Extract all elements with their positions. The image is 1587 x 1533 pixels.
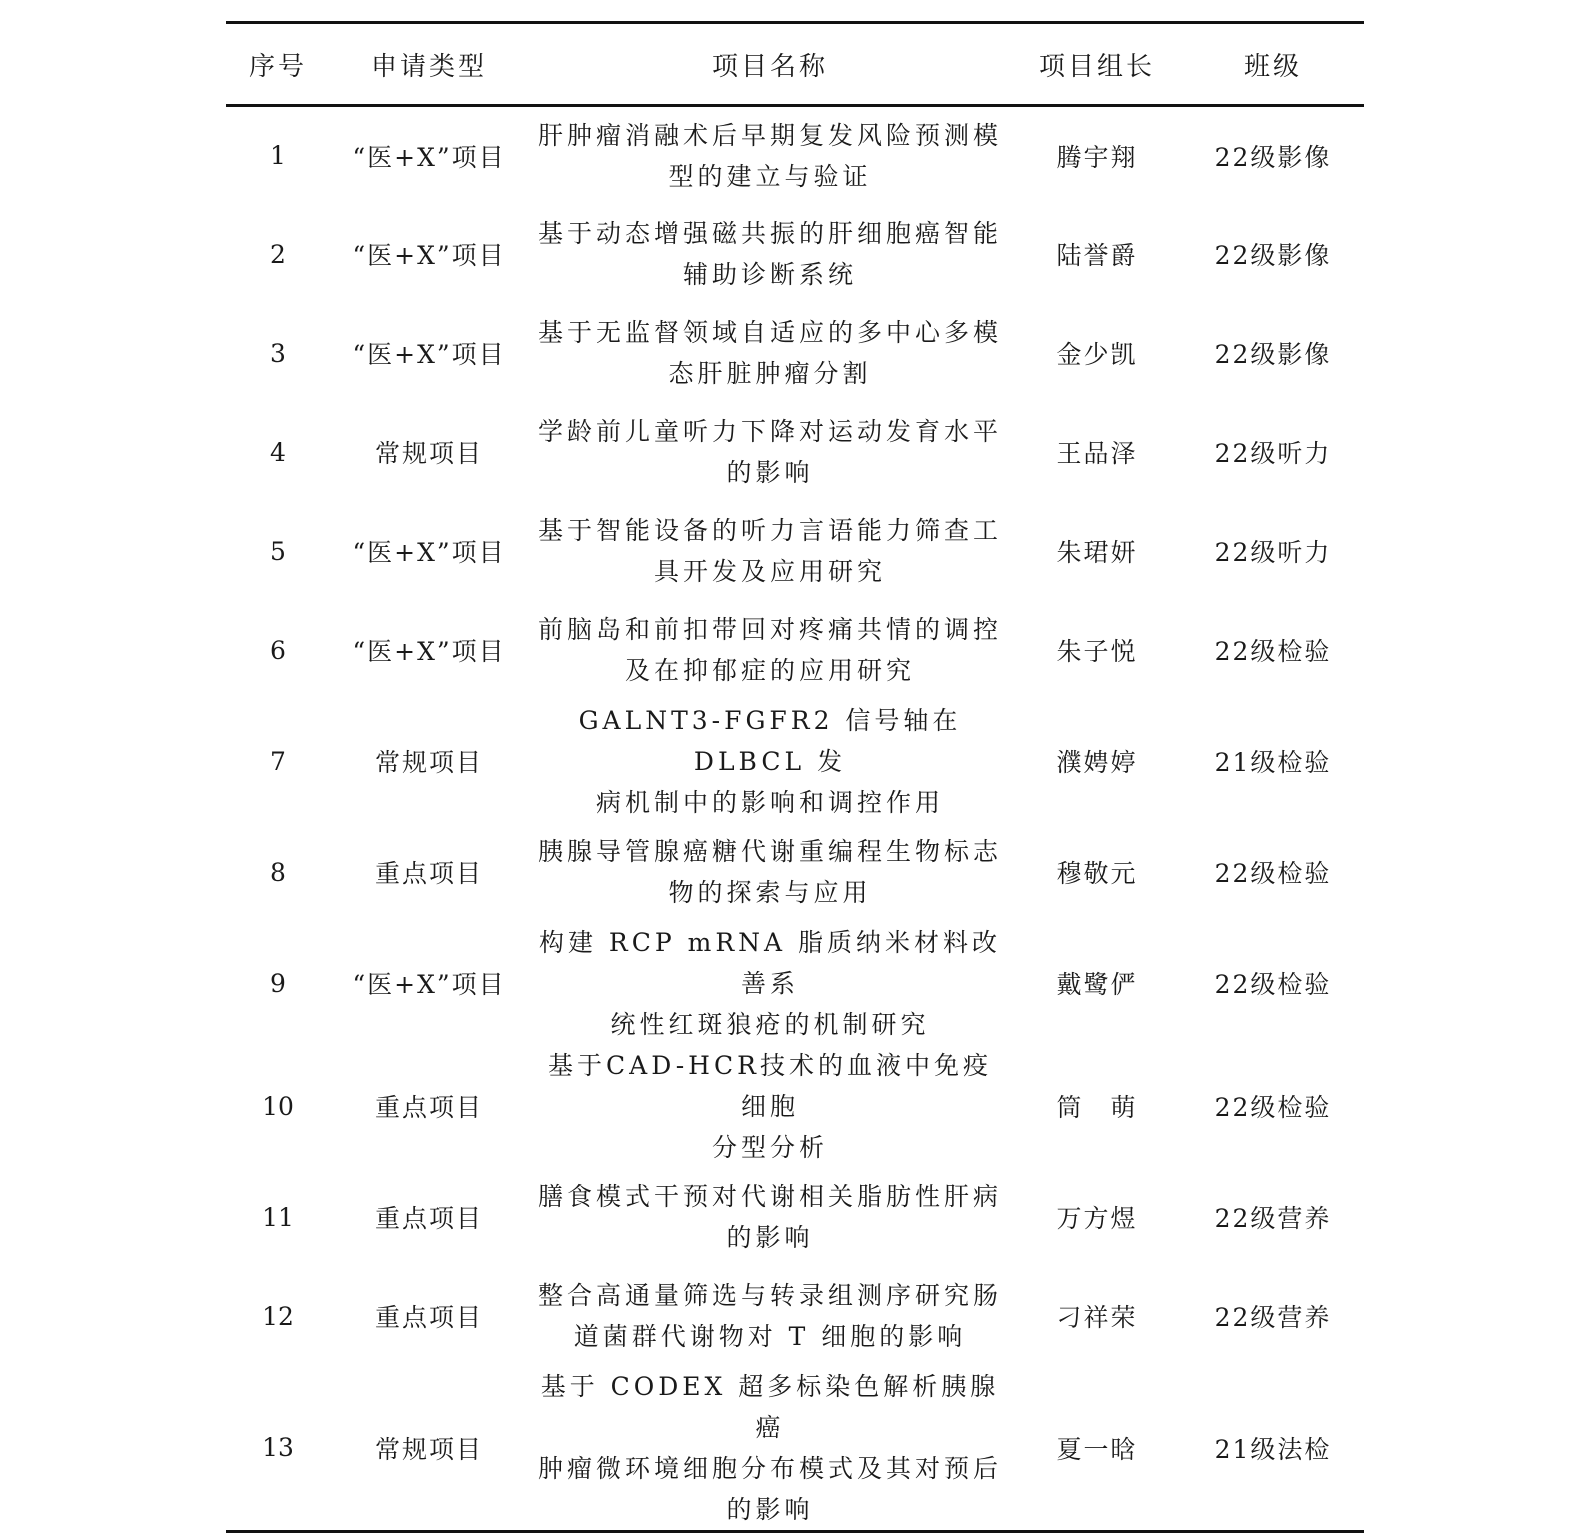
cell-class: 21级检验 [1214,748,1332,777]
project-table-container [226,21,1364,1533]
cell-class: 21级法检 [1214,1434,1332,1464]
cell-name [528,1366,1012,1532]
cell-no: 1 [270,141,286,171]
table-row [226,304,1364,403]
cell-name [528,205,1012,304]
cell-name-line: 整合高通量筛选与转录组测序研究肠 [538,1281,1003,1310]
header-no: 序号 [248,51,307,82]
cell-type: 常规项目 [374,439,483,468]
cell-name-line: 的影响 [726,1223,814,1252]
cell-name-line: 肝肿瘤消融术后早期复发风险预测模 [538,120,1003,150]
cell-class: 22级影像 [1214,340,1332,369]
cell-type: 重点项目 [374,859,483,888]
cell-no: 3 [270,338,286,368]
table-row [226,403,1364,502]
cell-no: 10 [262,1091,294,1121]
cell-name-line: 道菌群代谢物对 T 细胞的影响 [573,1322,967,1351]
cell-name [528,304,1012,403]
cell-no: 2 [270,239,286,269]
cell-name-line: 统性红斑狼疮的机制研究 [610,1009,930,1039]
cell-name [528,403,1012,502]
table-row [226,1267,1364,1366]
cell-name [528,1267,1012,1366]
cell-name [528,700,1012,823]
cell-name-line: 具开发及应用研究 [653,557,886,586]
cell-leader: 万方煜 [1056,1204,1138,1233]
cell-type: “医+X”项目 [352,142,506,172]
cell-name-line: 型的建立与验证 [668,161,872,191]
cell-name-line: 病机制中的影响和调控作用 [595,787,944,817]
cell-name-line: 基于无监督领域自适应的多中心多模 [538,318,1003,347]
cell-name [528,502,1012,601]
cell-name [528,106,1012,205]
cell-name [528,1168,1012,1267]
cell-type: “医+X”项目 [352,637,506,666]
cell-type: 常规项目 [374,1434,483,1464]
cell-leader: 朱子悦 [1056,637,1138,666]
cell-name-line: 肿瘤微环境细胞分布模式及其对预后 [538,1453,1003,1483]
cell-leader: 穆敬元 [1056,859,1138,888]
cell-leader: 戴鹭俨 [1056,970,1138,999]
cell-name [528,601,1012,700]
table-row [226,601,1364,700]
cell-class: 22级影像 [1214,142,1332,172]
table-row [226,205,1364,304]
cell-class: 22级听力 [1214,538,1332,567]
cell-leader: 金少凯 [1056,340,1138,369]
cell-name-line: 态肝脏肿瘤分割 [668,359,872,388]
header-row [226,23,1364,106]
cell-name-line: 基于 CODEX 超多标染色解析胰腺癌 [540,1371,1000,1442]
cell-leader: 陆誉爵 [1056,241,1138,270]
cell-class: 22级检验 [1214,859,1332,888]
cell-no: 12 [262,1301,294,1331]
table-row [226,1168,1364,1267]
header-class: 班级 [1243,51,1302,82]
cell-type: “医+X”项目 [352,538,506,567]
cell-name-line: 的影响 [726,1494,814,1524]
cell-name-line: 物的探索与应用 [668,878,872,907]
cell-type: “医+X”项目 [352,241,506,270]
cell-type: 重点项目 [374,1204,483,1233]
cell-no: 13 [262,1433,294,1462]
cell-leader: 筒 萌 [1056,1093,1138,1122]
cell-name-line: 学龄前儿童听力下降对运动发育水平 [538,417,1003,446]
cell-class: 22级听力 [1214,439,1332,468]
cell-name-line: 及在抑郁症的应用研究 [624,656,915,685]
header-leader: 项目组长 [1038,51,1155,82]
cell-no: 11 [262,1202,294,1232]
cell-type: 常规项目 [374,748,483,777]
cell-type: “医+X”项目 [352,970,506,999]
cell-name-line: 辅助诊断系统 [682,260,857,289]
cell-name-line: 前脑岛和前扣带回对疼痛共情的调控 [538,615,1003,644]
cell-name-line: 构建 RCP mRNA 脂质纳米材料改善系 [538,927,1002,998]
cell-class: 22级检验 [1214,637,1332,666]
cell-name-line: 基于CAD-HCR技术的血液中免疫细胞 [548,1050,992,1121]
cell-no: 6 [270,635,286,665]
table-row [226,502,1364,601]
table-header [226,23,1364,106]
cell-class: 22级影像 [1214,241,1332,270]
cell-name-line: 分型分析 [711,1132,828,1162]
cell-type: “医+X”项目 [352,340,506,369]
cell-name [528,823,1012,922]
cell-leader: 夏一晗 [1056,1434,1138,1464]
cell-leader: 王品泽 [1056,439,1138,468]
cell-type: 重点项目 [374,1303,483,1332]
cell-name-line: GALNT3-FGFR2 信号轴在 DLBCL 发 [578,705,962,776]
header-type: 申请类型 [370,51,487,82]
project-table [226,21,1364,1533]
cell-name [528,922,1012,1045]
table-row [226,922,1364,1045]
cell-leader: 朱珺妍 [1056,538,1138,567]
cell-no: 7 [270,746,286,776]
table-row [226,106,1364,205]
cell-no: 4 [270,437,286,467]
cell-class: 22级检验 [1214,1093,1332,1122]
cell-leader: 濮娉婷 [1056,748,1138,777]
cell-name-line: 膳食模式干预对代谢相关脂肪性肝病 [538,1182,1003,1211]
cell-no: 8 [270,857,286,887]
header-name: 项目名称 [711,51,828,82]
table-row [226,700,1364,823]
cell-leader: 腾宇翔 [1056,142,1138,172]
cell-name [528,1045,1012,1168]
table-body [226,106,1364,1532]
cell-no: 5 [270,536,286,566]
cell-name-line: 胰腺导管腺癌糖代谢重编程生物标志 [538,837,1003,866]
cell-class: 22级营养 [1214,1204,1332,1233]
cell-class: 22级营养 [1214,1303,1332,1332]
cell-name-line: 基于动态增强磁共振的肝细胞癌智能 [538,219,1003,248]
table-row [226,1366,1364,1532]
cell-no: 9 [270,968,286,998]
cell-type: 重点项目 [374,1093,483,1122]
cell-class: 22级检验 [1214,970,1332,999]
table-row [226,823,1364,922]
table-row [226,1045,1364,1168]
cell-leader: 刁祥荣 [1056,1303,1138,1332]
cell-name-line: 的影响 [726,458,814,487]
cell-name-line: 基于智能设备的听力言语能力筛查工 [538,516,1003,545]
